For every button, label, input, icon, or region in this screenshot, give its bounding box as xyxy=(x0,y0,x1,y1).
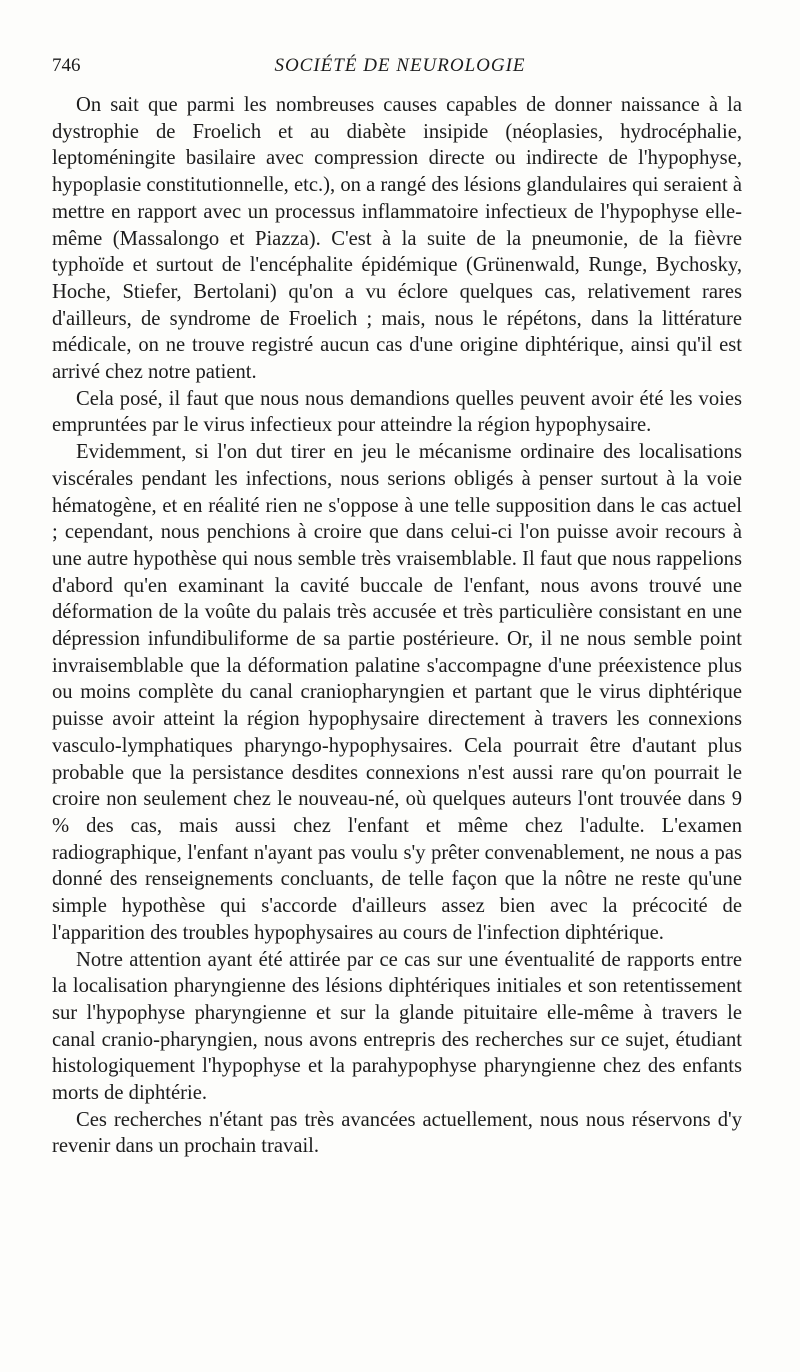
body-text xyxy=(52,92,742,1160)
paragraph: Ces recherches n'étant pas très avancées actuellement, nous nous réservons d'y revenir dans un prochain travail. xyxy=(52,1108,742,1158)
paragraph: Evidemment, si l'on dut tirer en jeu le mécanisme ordinaire des localisations viscérales pendant les infections, nous serions obligés à penser surtout à la voie hématogène, et en réalité rien ne s'oppose à une telle supposition dans le cas actuel ; cependant, nous penchions à croire que dans celui-ci l'on puisse avoir recours à une autre hypothèse qui nous semble très vraisemblable. Il faut que nous rappelions d'abord qu'en examinant la cavité buccale de l'enfant, nous avons trouvé une déformation de la voûte du palais très accusée et très particulière consistant en une dépression infundibuliforme de sa partie postérieure. Or, il ne nous semble point invraisemblable que la déformation palatine s'accompagne d'une préexistence plus ou moins complète du canal craniopharyngien et partant que le virus diphtérique puisse avoir atteint la région hypophysaire directement à travers les connexions vasculo-lymphatiques pharyngo-hypophysaires. Cela pourrait être d'autant plus probable que la persistance desdites connexions n'est aussi rare qu'on pourrait le croire non seulement chez le nouveau-né, où quelques auteurs l'ont trouvée dans 9 % des cas, mais aussi chez l'enfant et même chez l'adulte. L'examen radiographique, l'enfant n'ayant pas voulu s'y prêter convenablement, ne nous a pas donné des renseignements concluants, de telle façon que la nôtre ne reste qu'une simple hypothèse qui s'accorde d'ailleurs assez bien avec la précocité de l'apparition des troubles hypophysaires au cours de l'infection diphtérique. xyxy=(52,441,742,944)
paragraph: Cela posé, il faut que nous nous demandions quelles peuvent avoir été les voies empruntées par le virus infectieux pour atteindre la région hypophysaire. xyxy=(52,387,742,437)
paragraph: Notre attention ayant été attirée par ce cas sur une éventualité de rapports entre la localisation pharyngienne des lésions diphtériques initiales et son retentissement sur l'hypophyse pharyngienne et sur la glande pituitaire elle-même à travers le canal cranio-pharyngien, nous avons entrepris des recherches sur ce sujet, étudiant histologiquement l'hypophyse et la parahypophyse pharyngienne chez des enfants morts de diphtérie. xyxy=(52,948,742,1105)
page-number: 746 xyxy=(52,55,81,76)
page-header xyxy=(52,55,748,83)
paragraph: On sait que parmi les nombreuses causes capables de donner naissance à la dystrophie de Froelich et au diabète insipide (néoplasies, hydrocéphalie, leptoméningite basilaire avec compression directe ou indirecte de l'hypophyse, hypoplasie constitutionnelle, etc.), on a rangé des lésions glandulaires qui seraient à mettre en rapport avec un processus inflammatoire infectieux de l'hypophyse elle-même (Massalongo et Piazza). C'est à la suite de la pneumonie, de la fièvre typhoïde et surtout de l'encéphalite épidémique (Grünenwald, Runge, Bychosky, Hoche, Stiefer, Bertolani) qu'on a vu éclore quelques cas, relativement rares d'ailleurs, de syndrome de Froelich ; mais, nous le répétons, dans la littérature médicale, on ne trouve registré aucun cas d'une origine diphtérique, ainsi qu'il est arrivé chez notre patient. xyxy=(52,94,742,384)
running-title: SOCIÉTÉ DE NEUROLOGIE xyxy=(274,55,526,76)
